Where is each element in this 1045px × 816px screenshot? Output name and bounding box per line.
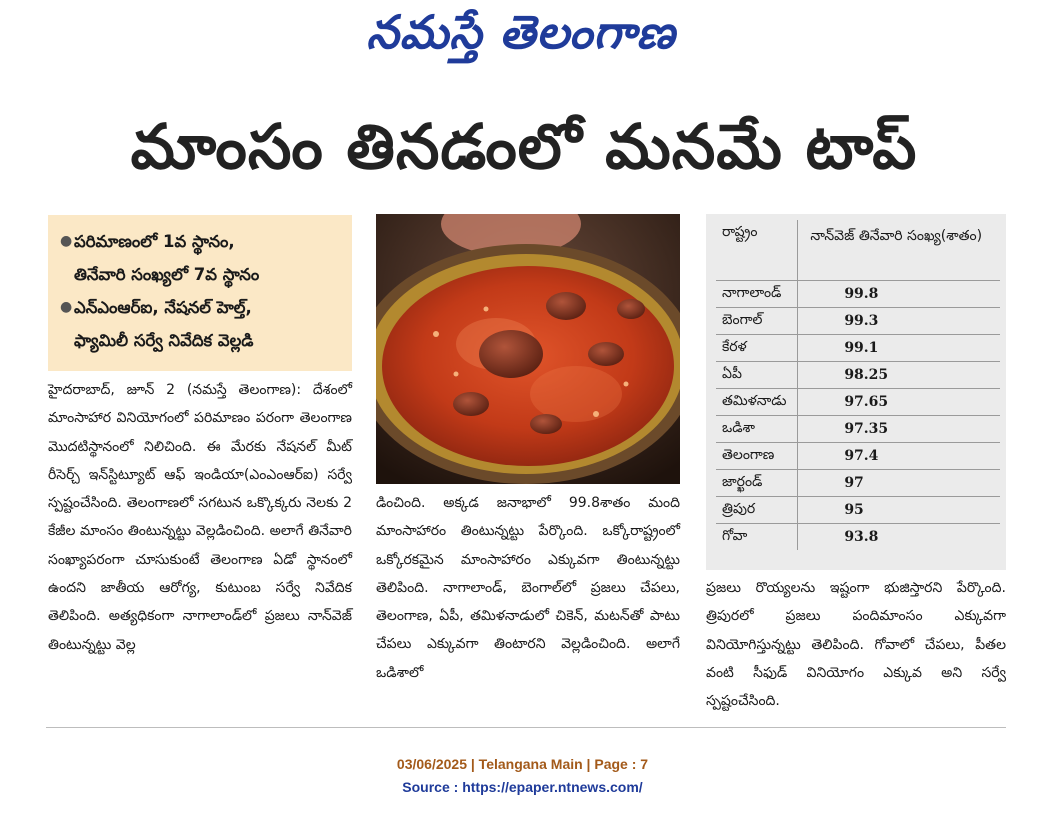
table-row	[716, 497, 1000, 524]
nonveg-percentage: 99.3	[798, 308, 1000, 335]
highlight-item	[60, 225, 344, 291]
table-row	[716, 389, 1000, 416]
nonveg-percentage: 93.8	[798, 524, 1000, 551]
state-name: నాగాలాండ్	[716, 281, 798, 308]
table-row	[716, 443, 1000, 470]
article-column-3: ప్రజలు రొయ్యలను ఇష్టంగా భుజిస్తారని పేర్కొంది. త్రిపురలో ప్రజలు పందిమాంసం ఎక్కువగా వినియోగిస్తున్నట్టు తెలిపింది. గోవాలో చేపలు, పీతల వంటి సీఫుడ్ వినియోగం ఎక్కువ అని సర్వే స్పష్టంచేసింది.	[706, 580, 1006, 710]
table-row	[716, 362, 1000, 389]
percentage-column-header: నాన్‌వెజ్ తినేవారి సంఖ్య(శాతం)	[798, 220, 1000, 281]
meat-curry-photo	[376, 214, 680, 484]
table-row	[716, 524, 1000, 551]
source-link[interactable]: Source : https://epaper.ntnews.com/	[402, 779, 643, 795]
highlights-box	[48, 215, 352, 371]
masthead-logo-text: నమస్తే తెలంగాణ	[366, 5, 676, 59]
state-name: తమిళనాడు	[716, 389, 798, 416]
footer-divider	[46, 727, 1006, 728]
nonveg-percentage: 97	[798, 470, 1000, 497]
article-column-1: హైదరాబాద్, జూన్ 2 (నమస్తే తెలంగాణ): దేశంలో మాంసాహార వినియోగంలో పరిమాణం పరంగా తెలంగాణ మొదటిస్థానంలో నిలిచింది. ఈ మేరకు నేషనల్ మీట్ రీసెర్చ్ ఇన్‌స్టిట్యూట్ ఆఫ్ ఇండియా(ఎంఎంఆర్‌ఐ) సర్వే స్పష్టంచేసింది. తెలంగాణలో సగటున ఒక్కొక్కరు నెలకు 2 కేజీల మాంసం తింటున్నట్టు వెల్లడించింది. అలాగే తినేవారి సంఖ్యాపరంగా చూసుకుంటే తెలంగాణ ఏడో స్థానంలో ఉందని జాతీయ ఆరోగ్య, కుటుంబ సర్వే నివేదిక తెలిపింది. అత్యధికంగా నాగాలాండ్‌లో ప్రజలు నాన్‌వెజ్ తింటున్నట్టు వెల్ల	[48, 382, 352, 653]
state-name: కేరళ	[716, 335, 798, 362]
table-row	[716, 416, 1000, 443]
state-nonveg-table	[716, 220, 1000, 550]
bullet-icon: ●	[60, 233, 73, 249]
state-name: త్రిపుర	[716, 497, 798, 524]
nonveg-percentage: 97.35	[798, 416, 1000, 443]
highlight-item	[60, 291, 344, 357]
table-row	[716, 335, 1000, 362]
newspaper-masthead	[316, 6, 726, 70]
state-name: గోవా	[722, 527, 748, 544]
highlight-text: ఎన్‌ఎంఆర్‌ఐ, నేషనల్ హెల్త్, ఫ్యామిలీ సర్వే నివేదిక వెల్లడి	[74, 298, 254, 350]
state-name: ఒడిశా	[716, 416, 798, 443]
article-headline	[44, 108, 1004, 200]
nonveg-percentage: 95	[798, 497, 1000, 524]
edition-info: 03/06/2025 | Telangana Main | Page : 7	[396, 756, 649, 772]
state-name: ఏపీ	[716, 362, 798, 389]
nonveg-percentage: 97.65	[798, 389, 1000, 416]
state-nonveg-table-panel	[706, 214, 1006, 570]
state-column-header: రాష్ట్రం	[716, 220, 798, 281]
table-header-row	[716, 220, 1000, 281]
table-row	[716, 281, 1000, 308]
bullet-icon: ●	[60, 299, 73, 315]
nonveg-percentage: 97.4	[798, 443, 1000, 470]
nonveg-percentage: 99.1	[798, 335, 1000, 362]
nonveg-percentage: 98.25	[798, 362, 1000, 389]
state-name: జార్ఖండ్	[716, 470, 798, 497]
headline-text: మాంసం తినడంలో మనమే టాప్	[130, 110, 918, 183]
meat-curry-image	[376, 214, 680, 484]
state-name: బెంగాల్	[716, 308, 798, 335]
article-column-2: డించింది. అక్కడ జనాభాలో 99.8శాతం మంది మాంసాహారం తింటున్నట్టు పేర్కొంది. ఒక్కోరాష్ట్రంలో ఒక్కోరకమైన మాంసాహారం ఎక్కువగా తింటున్నట్టు తెలిపింది. నాగాలాండ్, బెంగాల్‌లో ప్రజలు చేపలు, తెలంగాణ, ఏపీ, తమిళనాడులో చికెన్, మటన్‌తో పాటు చేపలు ఎక్కువగా తింటారని వెల్లడించింది. అలాగే ఒడిశాలో	[376, 495, 680, 681]
state-name: తెలంగాణ	[716, 443, 798, 470]
table-row	[716, 308, 1000, 335]
highlight-text: పరిమాణంలో 1వ స్థానం, తినేవారి సంఖ్యలో 7వ స్థానం	[74, 232, 260, 284]
table-row	[716, 470, 1000, 497]
nonveg-percentage: 99.8	[798, 281, 1000, 308]
